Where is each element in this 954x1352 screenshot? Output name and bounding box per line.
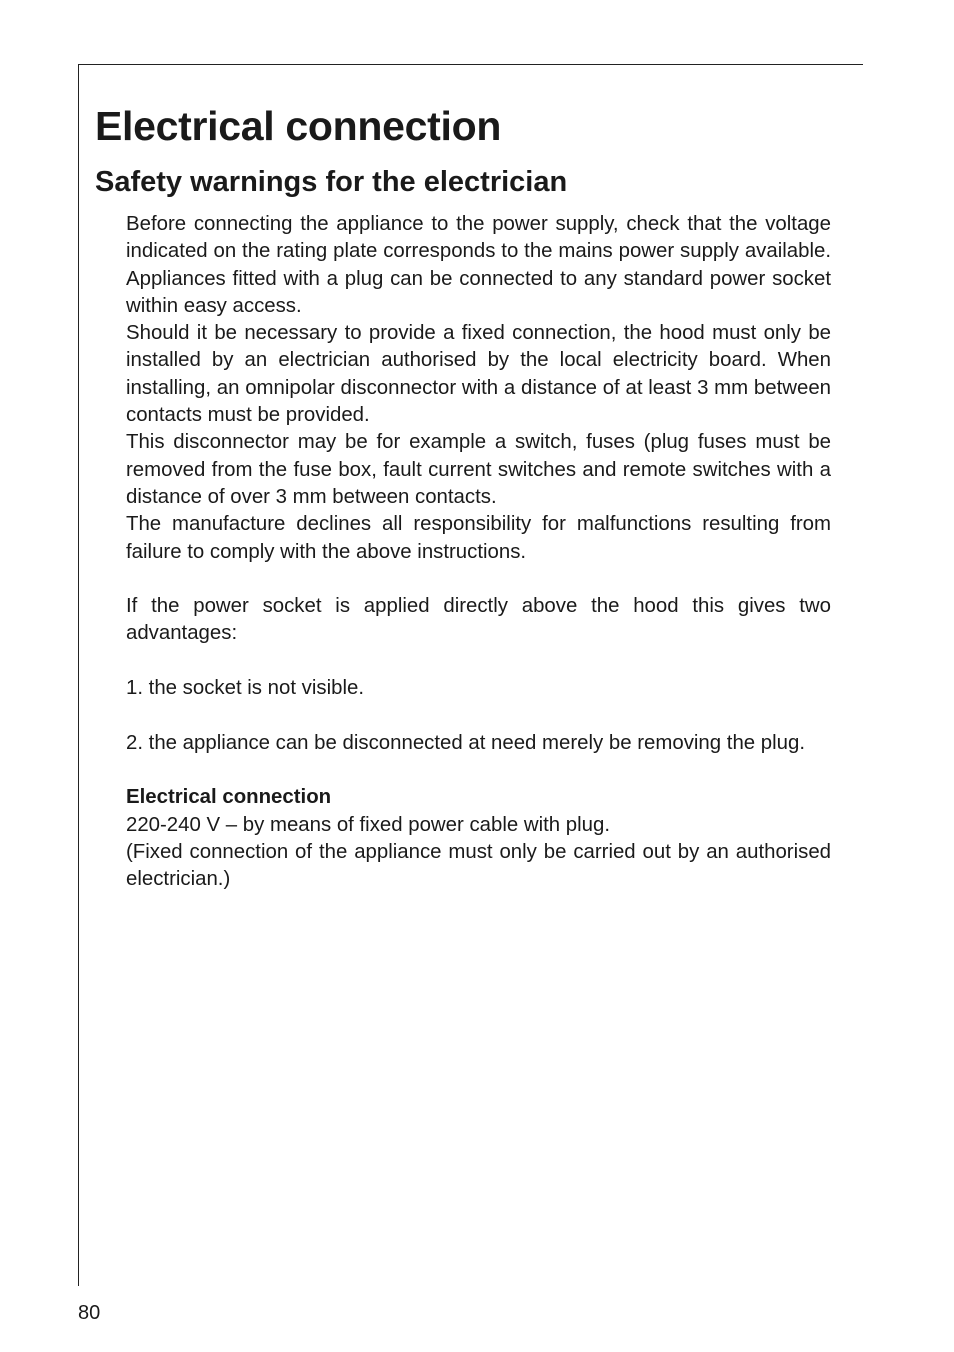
paragraph-responsibility: The manufacture declines all responsibility for malfunctions resulting from failure to comply with the above instructions. <box>126 513 831 563</box>
body-text <box>126 211 831 893</box>
list-item-disconnect-plug: 2. the appliance can be disconnected at need merely be removing the plug. <box>126 731 806 754</box>
page-number: 80 <box>78 1302 101 1324</box>
connection-note-line: (Fixed connection of the appliance must only be carried out by an authorised electrician.) <box>126 840 831 891</box>
paragraph-fixed-connection: Should it be necessary to provide a fixed connection, the hood must only be installed by an electrician authorised by the local electricity board. When installing, an omnipolar disconnector with a distance of at least 3 mm between contacts must be provided. <box>126 322 831 427</box>
connection-voltage-line: 220-240 V – by means of fixed power cable with plug. <box>126 813 610 836</box>
paragraph-voltage-check: Before connecting the appliance to the power supply, check that the voltage indicated on the rating plate corresponds to the mains power supply available. Appliances fitted with a plug can be connected to any standard power socket within easy access. <box>126 213 831 317</box>
frame-left-rule <box>78 64 79 1286</box>
connection-heading: Electrical connection <box>126 786 332 809</box>
paragraph-socket-advantages: If the power socket is applied directly above the hood this gives two advantages: <box>126 595 831 645</box>
paragraph-disconnector: This disconnector may be for example a switch, fuses (plug fuses must be removed from the fuse box, fault current switches and remote switches with a distance of over 3 mm between contacts. <box>126 431 831 508</box>
frame-top-rule <box>78 64 863 65</box>
list-item-socket-hidden: 1. the socket is not visible. <box>126 677 365 700</box>
page-title: Electrical connection <box>95 103 502 149</box>
section-subtitle: Safety warnings for the electrician <box>95 166 568 198</box>
